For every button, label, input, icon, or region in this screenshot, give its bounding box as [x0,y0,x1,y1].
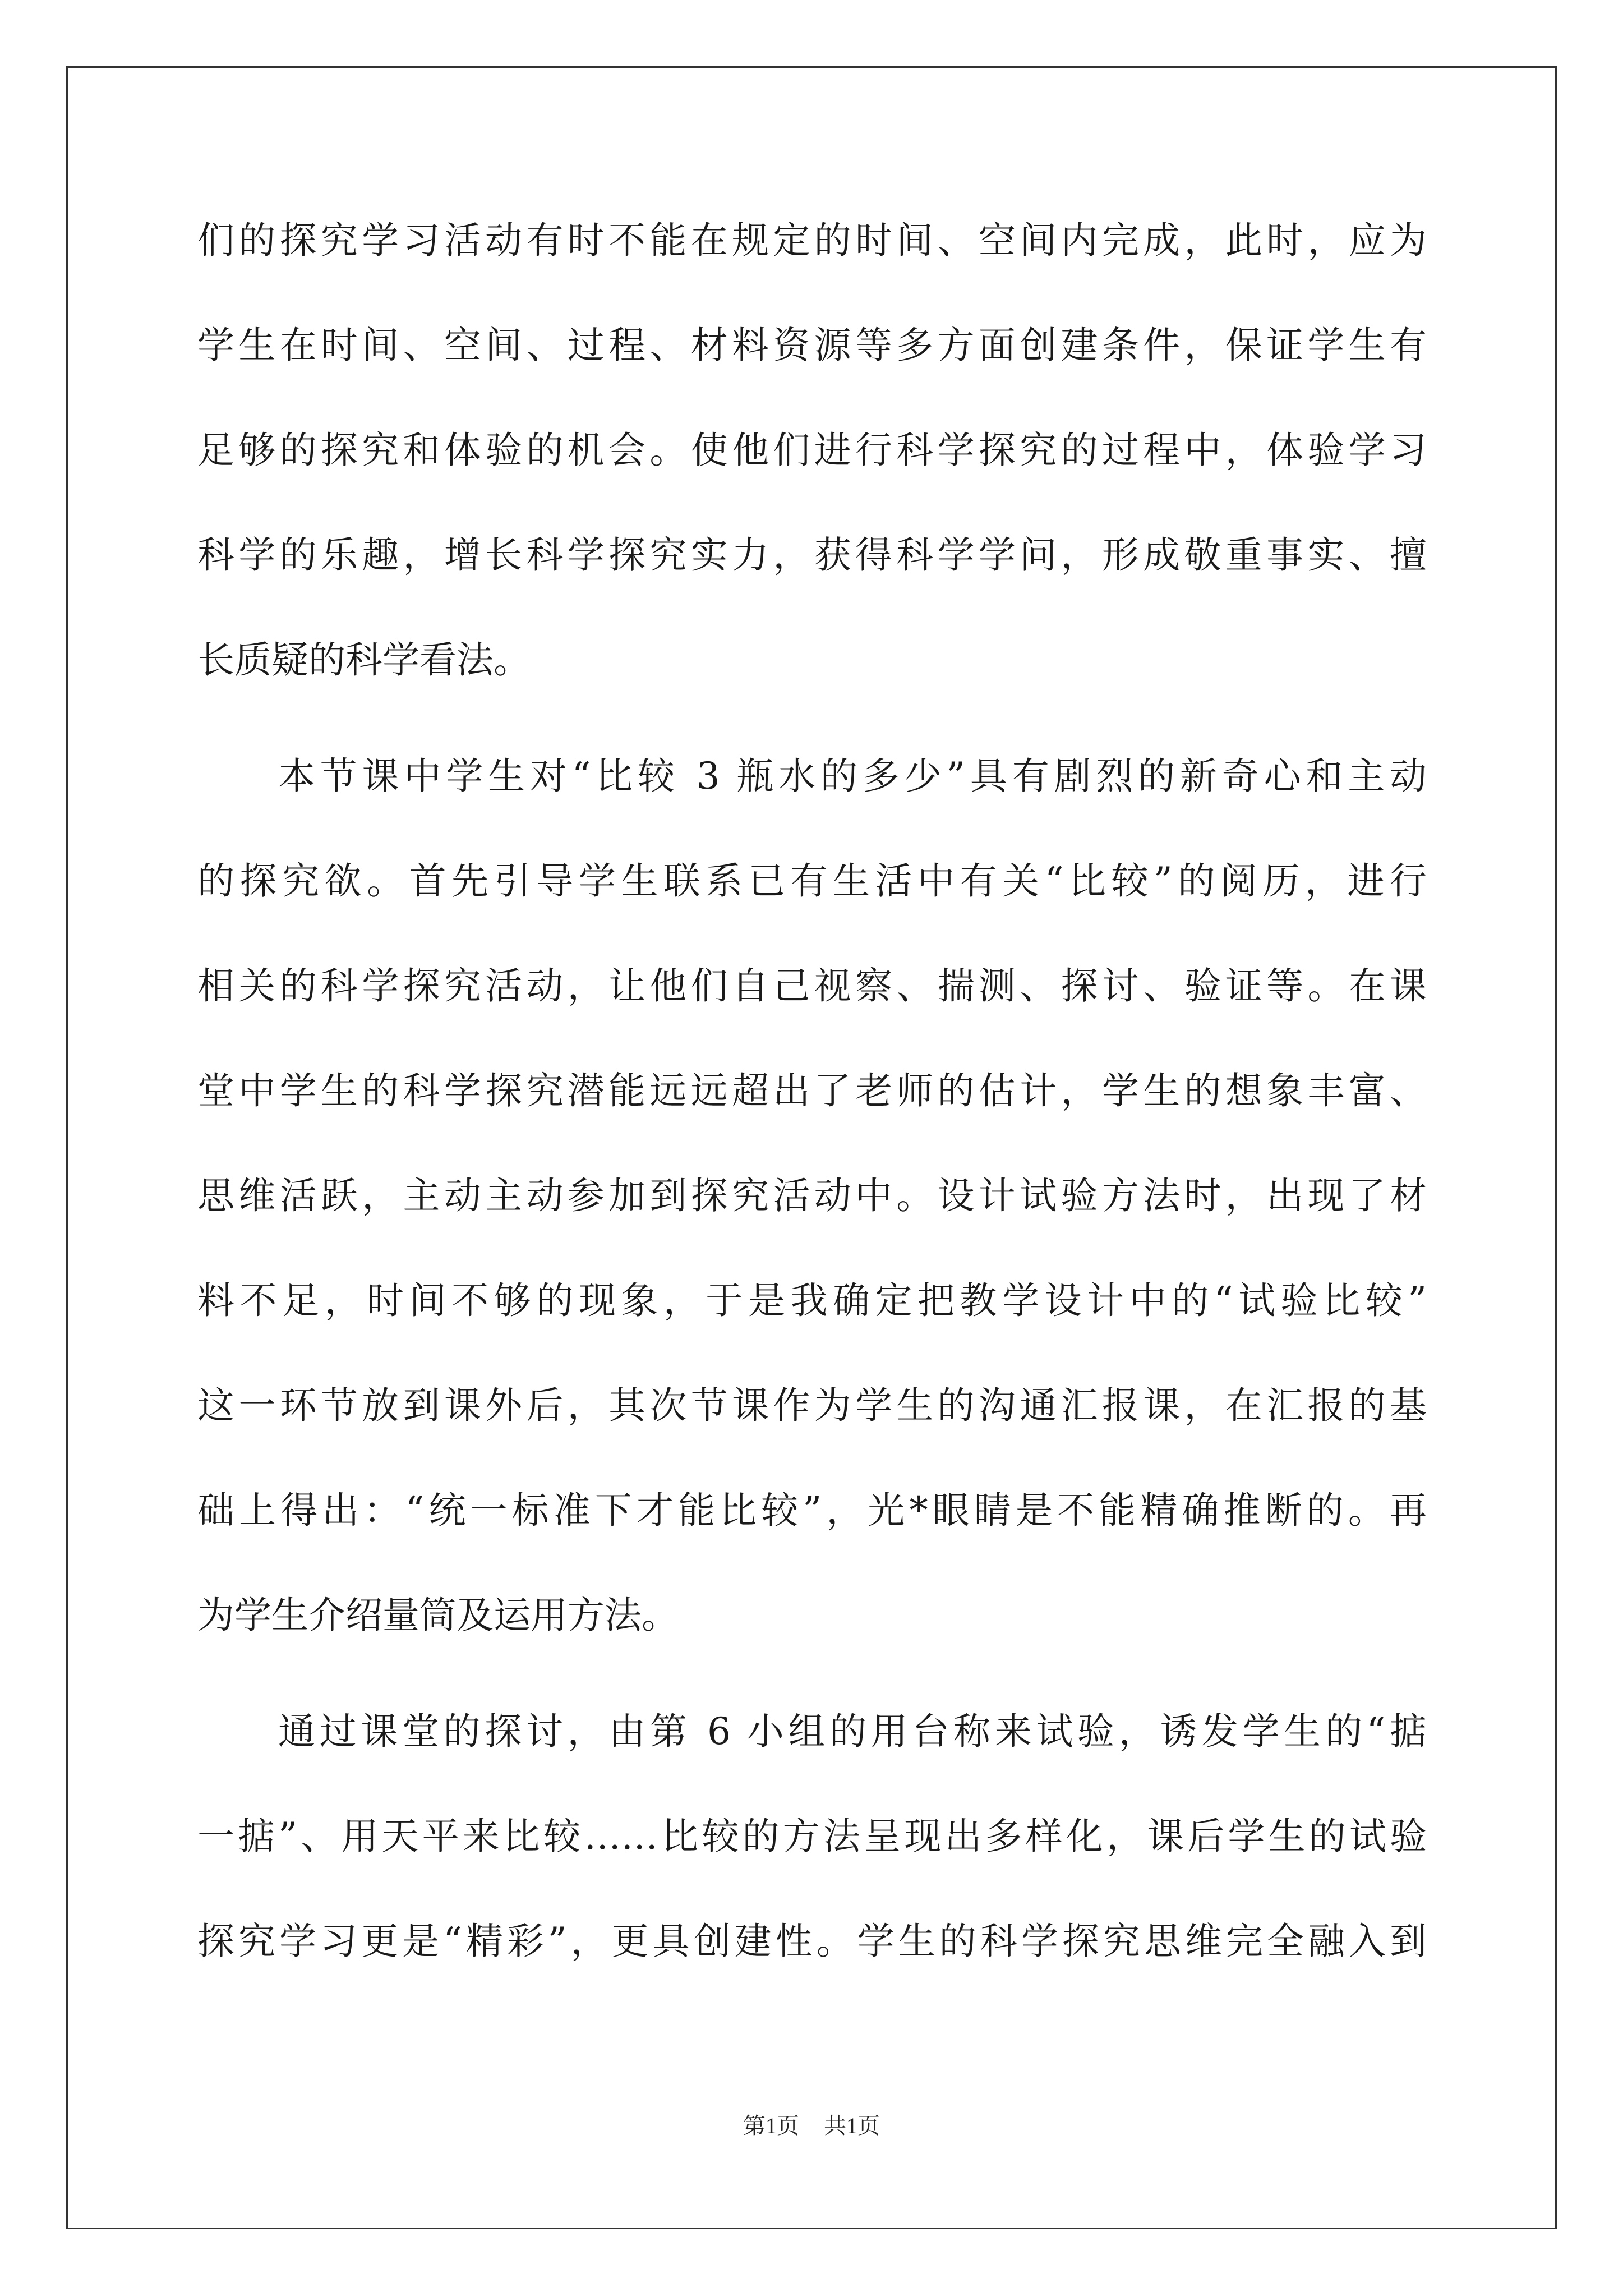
text-line: 探究学习更是“精彩”，更具创建性。学生的科学探究思维完全融入到 [197,1920,1427,1963]
text-line: 足够的探究和体验的机会。使他们进行科学探究的过程中，体验学习 [197,429,1427,472]
text-line: 学生在时间、空间、过程、材料资源等多方面创建条件，保证学生有 [197,324,1427,367]
page-footer [0,2112,1623,2140]
text-line: 通过课堂的探讨，由第 6 小组的用台称来试验，诱发学生的“掂 [278,1710,1427,1753]
text-line: 思维活跃，主动主动参加到探究活动中。设计试验方法时，出现了材 [197,1174,1427,1217]
text-line: 相关的科学探究活动，让他们自己视察、揣测、探讨、验证等。在课 [197,964,1427,1007]
text-line: 堂中学生的科学探究潜能远远超出了老师的估计，学生的想象丰富、 [197,1069,1427,1112]
paragraph-1 [197,188,1427,712]
text-line: 础上得出：“统一标准下才能比较”，光*眼睛是不能精确推断的。再 [197,1489,1427,1532]
page-number-total: 共1页 [824,2113,880,2138]
text-line: 的探究欲。首先引导学生联系已有生活中有关“比较”的阅历，进行 [197,859,1427,903]
paragraph-2 [197,724,1427,1668]
document-body [197,188,1427,1994]
text-line: 科学的乐趣，增长科学探究实力，获得科学学问，形成敬重事实、擅 [197,533,1427,577]
text-line: 长质疑的科学看法。 [197,638,531,682]
text-line: 本节课中学生对“比较 3 瓶水的多少”具有剧烈的新奇心和主动 [278,754,1427,798]
text-line: 料不足，时间不够的现象，于是我确定把教学设计中的“试验比较” [197,1279,1427,1322]
paragraph-3 [197,1679,1427,1994]
text-line: 这一环节放到课外后，其次节课作为学生的沟通汇报课，在汇报的基 [197,1384,1427,1427]
page-number-current: 第1页 [743,2113,799,2138]
text-line: 为学生介绍量筒及运用方法。 [197,1594,679,1637]
text-line: 一掂”、用天平来比较……比较的方法呈现出多样化，课后学生的试验 [197,1815,1427,1858]
text-line: 们的探究学习活动有时不能在规定的时间、空间内完成，此时，应为 [197,219,1427,262]
